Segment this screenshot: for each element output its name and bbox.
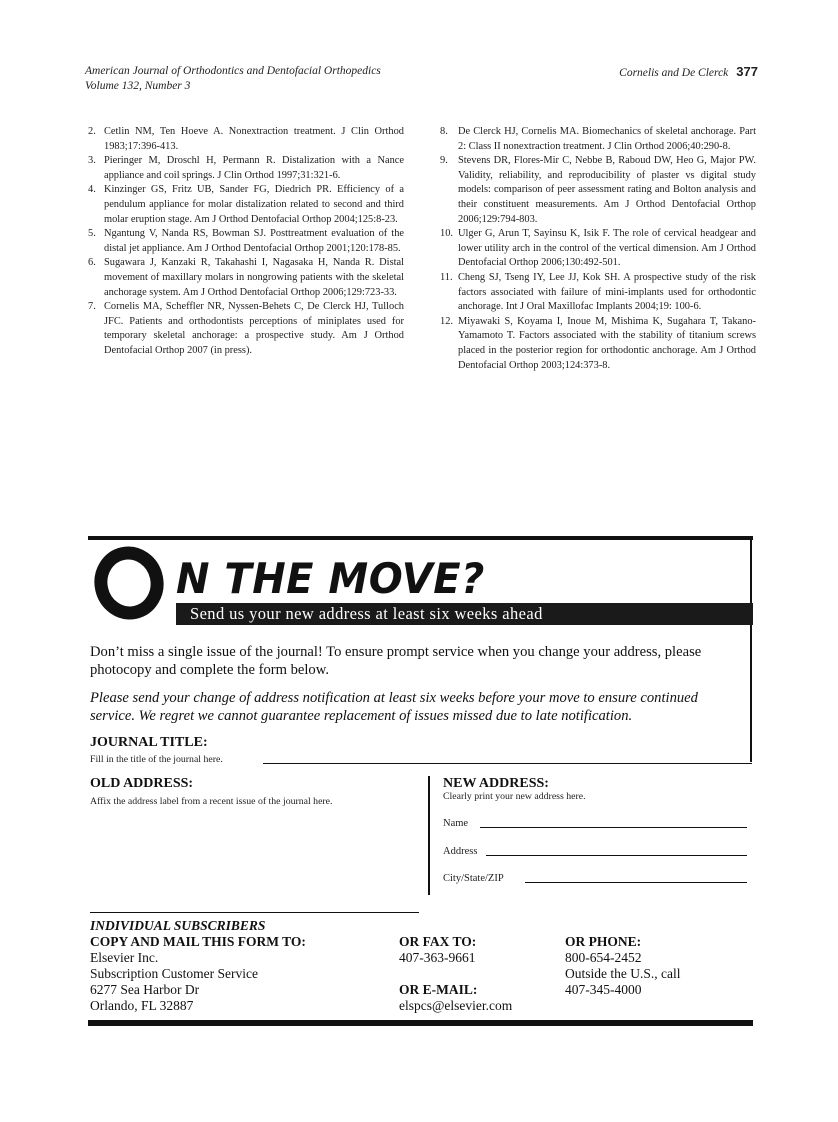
reference-item (88, 154, 404, 183)
new-address-help: Clearly print your new address here. (443, 791, 586, 802)
reference-item (440, 315, 756, 373)
reference-text: Ngantung V, Nanda RS, Bowman SJ. Posttreatment evaluation of the distal jet appliance. Am J Orthod Dentofacial Orthop 2001;120:178-85. (104, 228, 404, 254)
journal-title-label: JOURNAL TITLE: (90, 735, 208, 750)
ad-headline: N THE MOVE? (176, 554, 485, 604)
fax-number: 407-363-9661 (399, 950, 476, 965)
ad-notice-text: Please send your change of address notification at least six weeks before your move to ensure continued service. We regret we cannot guarantee replacement of issues missed due to late notification. (90, 690, 698, 724)
reference-number: 12. (440, 315, 453, 327)
phone-block (565, 934, 680, 998)
reference-text: Cheng SJ, Tseng IY, Lee JJ, Kok SH. A prospective study of the risk factors associated with failure of mini-implants used for orthodontic anchorage. Int J Oral Maxillofac Implants 2004;19: 100-6. (458, 271, 756, 313)
address-divider (428, 776, 430, 895)
reference-number: 5. (88, 228, 96, 240)
reference-item (440, 125, 756, 154)
address-field[interactable] (486, 855, 747, 856)
phone-label: OR PHONE: (565, 934, 642, 949)
ad-top-rule (88, 536, 753, 540)
reference-item (88, 227, 404, 256)
reference-text: Sugawara J, Kanzaki R, Takahashi I, Nagasaka H, Nanda R. Distal movement of maxillary molars in nongrowing patients with the skeletal anchorage system. Am J Orthod Dentofacial Orthop 2006;129:723-33. (104, 257, 404, 298)
email-label: OR E-MAIL: (399, 982, 478, 997)
reference-item (440, 227, 756, 271)
authors: Cornelis and De Clerck (619, 67, 729, 79)
mail-contact-block (90, 918, 306, 1014)
references-left-column (88, 125, 404, 359)
reference-number: 11. (440, 271, 453, 283)
phone-outside-number: 407-345-4000 (565, 982, 642, 997)
reference-text: Cornelis MA, Scheffler NR, Nyssen-Behets C, De Clerck HJ, Tulloch JFC. Patients and orthodontists perceptions of miniplates used for temporary skeletal anchorage: a prospective study. Am J Orthod Dentofacial Orthop 2007 (in press). (104, 301, 404, 356)
reference-text: Kinzinger GS, Fritz UB, Sander FG, Diedrich PR. Efficiency of a pendulum appliance for molar distalization related to second and third molar eruption stage. Am J Orthod Dentofacial Orthop 2004;125:8-23. (104, 184, 404, 225)
reference-item (88, 125, 404, 154)
phone-number: 800-654-2452 (565, 950, 642, 965)
reference-number: 7. (88, 301, 96, 313)
running-header-authors (619, 64, 758, 81)
journal-name: American Journal of Orthodontics and Dentofacial Orthopedics (85, 65, 381, 77)
mail-line: Subscription Customer Service (90, 966, 258, 981)
reference-text: Pieringer M, Droschl H, Permann R. Distalization with a Nance appliance and coil springs. J Clin Orthod 1997;31:321-6. (104, 155, 404, 181)
running-header-journal (85, 64, 381, 94)
page-number: 377 (736, 64, 758, 79)
old-address-label: OLD ADDRESS: (90, 776, 194, 791)
fax-email-block (399, 934, 512, 1014)
subscribers-label: INDIVIDUAL SUBSCRIBERS (90, 918, 266, 933)
journal-title-help: Fill in the title of the journal here. (90, 754, 223, 765)
journal-title-field[interactable] (263, 763, 752, 764)
reference-item (88, 183, 404, 227)
new-address-label: NEW ADDRESS: (443, 776, 549, 791)
reference-number: 2. (88, 126, 96, 137)
ad-bottom-rule (88, 1020, 753, 1026)
reference-text: Cetlin NM, Ten Hoeve A. Nonextraction treatment. J Clin Orthod 1983;17:396-413. (104, 126, 404, 152)
old-address-help: Affix the address label from a recent issue of the journal here. (90, 796, 333, 807)
reference-text: Ulger G, Arun T, Sayinsu K, Isik F. The role of cervical headgear and lower utility arch in the control of the vertical dimension. Am J Orthod Dentofacial Orthop 2006;130:492-501. (458, 228, 756, 269)
fax-label: OR FAX TO: (399, 934, 477, 949)
address-field-label: Address (443, 846, 478, 857)
big-o-logo-icon (92, 545, 164, 621)
reference-item (88, 300, 404, 358)
mail-line: Orlando, FL 32887 (90, 998, 194, 1013)
mail-label: COPY AND MAIL THIS FORM TO: (90, 934, 306, 949)
journal-volume: Volume 132, Number 3 (85, 80, 191, 92)
reference-item (88, 256, 404, 300)
reference-text: De Clerck HJ, Cornelis MA. Biomechanics of skeletal anchorage. Part 2: Class II nonextraction treatment. J Clin Orthod 2006;40:290-8. (458, 126, 756, 152)
reference-number: 9. (440, 155, 448, 167)
ad-intro-text: Don’t miss a single issue of the journal! To ensure prompt service when you change your address, please photocopy and complete the form below. (90, 644, 702, 678)
references-right-column (440, 125, 756, 373)
email-address[interactable]: elspcs@elsevier.com (399, 998, 513, 1013)
city-state-zip-field[interactable] (525, 882, 747, 883)
reference-number: 8. (440, 126, 448, 137)
city-state-zip-field-label: City/State/ZIP (443, 873, 504, 884)
mail-line: Elsevier Inc. (90, 950, 159, 965)
reference-number: 4. (88, 184, 96, 196)
reference-item (440, 154, 756, 227)
mail-line: 6277 Sea Harbor Dr (90, 982, 200, 997)
reference-number: 10. (440, 228, 453, 240)
subscribers-rule (90, 912, 419, 913)
name-field[interactable] (480, 827, 747, 828)
phone-outside-label: Outside the U.S., call (565, 966, 681, 981)
reference-item (440, 271, 756, 315)
reference-text: Miyawaki S, Koyama I, Inoue M, Mishima K, Sugahara T, Takano-Yamamoto T. Factors associated with the stability of titanium screws placed in the posterior region for orthodontic anchorage. Am J Orthod Dentofacial Orthop 2003;124:373-8. (458, 315, 756, 371)
ad-right-border (750, 540, 752, 762)
reference-text: Stevens DR, Flores-Mir C, Nebbe B, Raboud DW, Heo G, Major PW. Validity, reliability, and reproducibility of plaster vs digital study models: comparison of peer assessment rating and Bolton analysis and their constituent measurements. Am J Orthod Dentofacial Orthop 2006;129:794-803. (458, 155, 756, 225)
ad-banner-text: Send us your new address at least six weeks ahead (190, 604, 543, 623)
name-field-label: Name (443, 818, 469, 829)
reference-number: 3. (88, 155, 96, 167)
reference-number: 6. (88, 257, 96, 269)
